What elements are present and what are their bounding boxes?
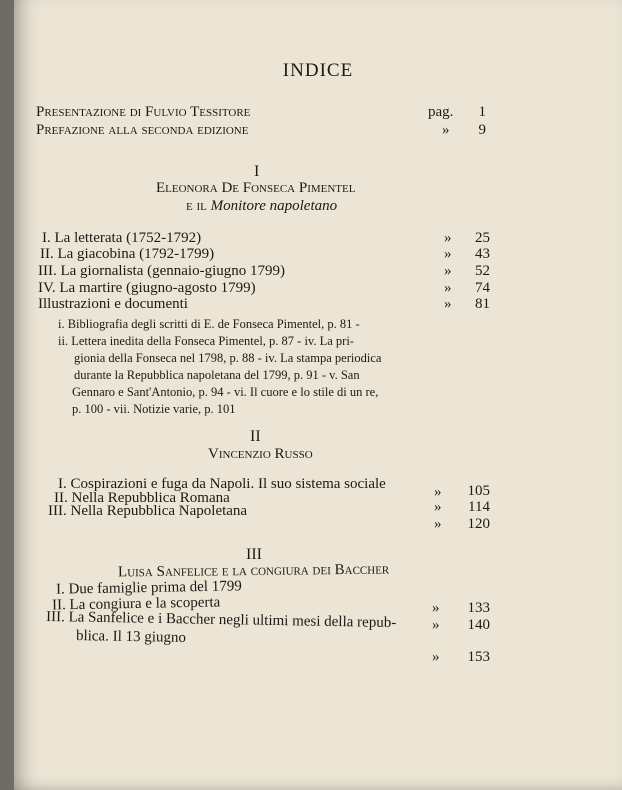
part-title: Vincenzio Russo: [208, 446, 313, 462]
page-number: 140: [467, 617, 490, 633]
page-marker: »: [432, 649, 440, 665]
page-number: 52: [475, 263, 490, 279]
toc-entry: III. Nella Repubblica Napoletana: [48, 503, 248, 519]
toc-entry: II. La giacobina (1792-1799): [40, 246, 215, 262]
page-number: 120: [467, 516, 490, 532]
toc-note-line: Gennaro e Sant'Antonio, p. 94 - vi. Il cuore e lo stile di un re,: [72, 385, 379, 399]
page-marker: »: [434, 499, 442, 515]
page-number: 74: [475, 280, 490, 296]
toc-entry: Illustrazioni e documenti: [38, 296, 188, 312]
part-numeral: III: [246, 546, 262, 563]
page-number: 133: [467, 600, 490, 616]
toc-note-line: ii. Lettera inedita della Fonseca Pimentel, p. 87 - iv. La pri-: [58, 334, 354, 348]
book-page: [14, 0, 622, 790]
toc-entry: III. La Sanfelice e i Baccher negli ultimi mesi della repub-: [45, 608, 397, 632]
page-marker: »: [434, 516, 442, 532]
toc-entry-continued: blica. Il 13 giugno: [75, 628, 187, 646]
toc-note-line: p. 100 - vii. Notizie varie, p. 101: [72, 402, 236, 416]
page-marker: »: [432, 600, 440, 616]
page-marker: pag.: [428, 104, 454, 120]
part-title: Luisa Sanfelice e la congiura dei Baccher: [117, 561, 390, 581]
toc-note-line: i. Bibliografia degli scritti di E. de Fonseca Pimentel, p. 81 -: [58, 317, 360, 331]
toc-entry-prefazione: Prefazione alla seconda edizione: [36, 122, 249, 138]
page-marker: »: [432, 617, 440, 633]
page-number: 25: [475, 230, 490, 246]
toc-entry: I. Due famiglie prima del 1799: [55, 578, 242, 598]
part-numeral: II: [250, 428, 261, 445]
toc-entry: II. La congiura e la scoperta: [51, 594, 221, 614]
part-numeral: I: [254, 163, 260, 180]
toc-entry: IV. La martire (giugno-agosto 1799): [38, 280, 256, 296]
page-number: 105: [467, 483, 490, 499]
toc-note-line: gionia della Fonseca nel 1798, p. 88 - iv. La stampa periodica: [74, 351, 382, 365]
page-number: 9: [478, 122, 486, 138]
part-title: Eleonora De Fonseca Pimentel: [156, 180, 356, 196]
toc-entry: I. La letterata (1752-1792): [42, 230, 202, 246]
page-marker: »: [444, 296, 452, 312]
toc-entry: I. Cospirazioni e fuga da Napoli. Il suo sistema sociale: [58, 476, 386, 492]
page-number: 114: [468, 499, 490, 515]
page-title: INDICE: [282, 60, 354, 81]
page-number: 43: [475, 246, 490, 262]
page-number: 1: [478, 104, 486, 120]
page-number: 153: [467, 649, 490, 665]
toc-entry-presentazione: Presentazione di Fulvio Tessitore: [36, 104, 251, 120]
toc-note-line: durante la Repubblica napoletana del 1799, p. 91 - v. San: [74, 368, 360, 382]
page-marker: »: [444, 230, 452, 246]
toc-entry: III. La giornalista (gennaio-giugno 1799): [38, 263, 286, 279]
toc-entry: II. Nella Repubblica Romana: [54, 490, 230, 506]
page-marker: »: [444, 246, 452, 262]
part-subtitle: e il Monitore napoletano: [186, 198, 338, 214]
page-marker: »: [442, 122, 450, 138]
page-marker: »: [444, 280, 452, 296]
page-number: 81: [475, 296, 490, 312]
page-marker: »: [434, 484, 442, 500]
page-marker: »: [444, 263, 452, 279]
